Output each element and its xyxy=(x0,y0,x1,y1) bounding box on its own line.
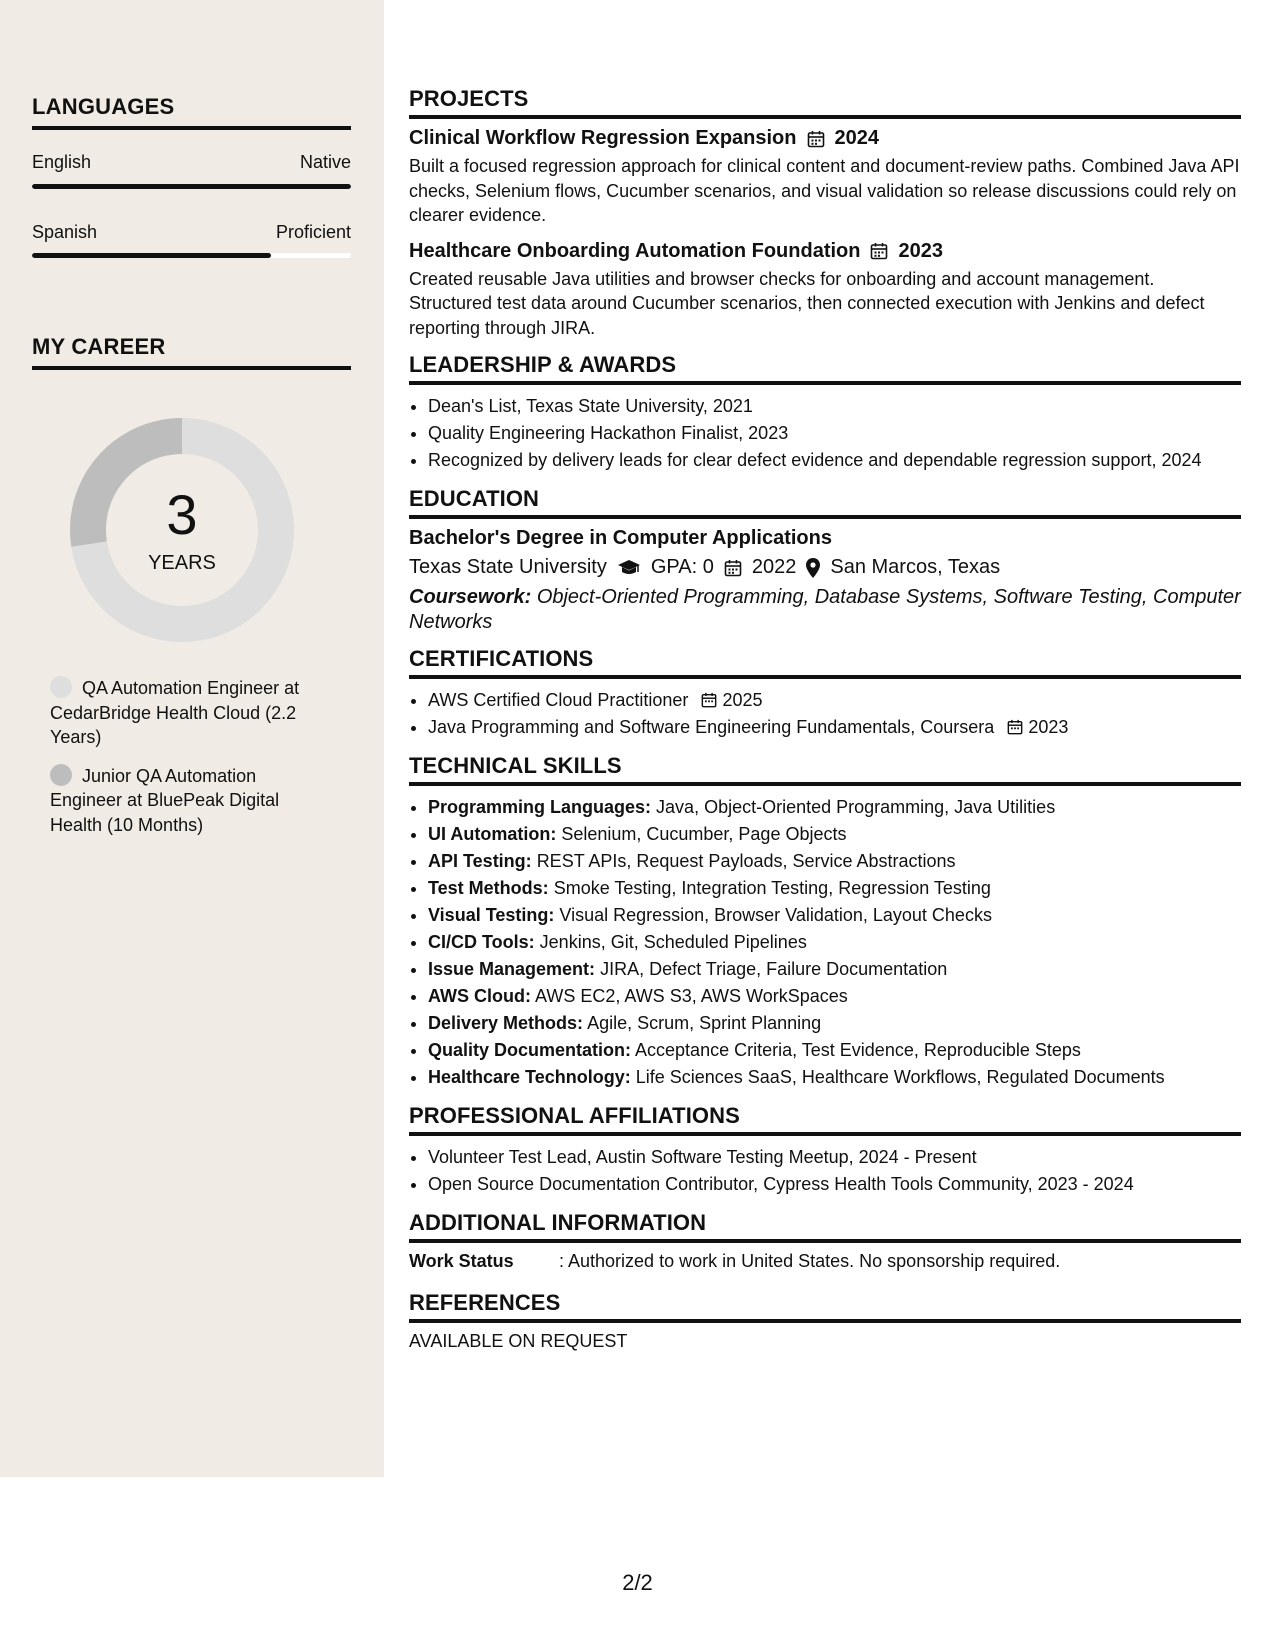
certifications-heading: CERTIFICATIONS xyxy=(409,646,1241,679)
list-item: • Volunteer Test Lead, Austin Software Testing Meetup, 2024 - Present xyxy=(428,1144,1241,1171)
education-meta xyxy=(409,556,1241,579)
project-year: 2024 xyxy=(834,127,879,149)
work-status-row xyxy=(409,1251,1241,1272)
skill-item xyxy=(428,1037,1241,1064)
skill-value: Smoke Testing, Integration Testing, Regression Testing xyxy=(553,878,991,898)
skills-heading: TECHNICAL SKILLS xyxy=(409,753,1241,786)
donut-segment-1 xyxy=(70,418,182,547)
career-dot xyxy=(50,764,72,786)
education-section xyxy=(409,486,1241,634)
skill-item xyxy=(428,875,1241,902)
work-status-value: : Authorized to work in United States. No sponsorship required. xyxy=(559,1251,1061,1271)
skill-value: Agile, Scrum, Sprint Planning xyxy=(587,1013,822,1033)
affiliations-list xyxy=(409,1144,1241,1198)
skill-item xyxy=(428,956,1241,983)
project-title xyxy=(409,127,1241,150)
skill-label: Test Methods: xyxy=(428,878,549,898)
calendar-icon xyxy=(701,692,717,708)
skill-value: Jenkins, Git, Scheduled Pipelines xyxy=(539,932,807,952)
projects-heading: PROJECTS xyxy=(409,86,1241,119)
coursework-text: Object-Oriented Programming, Database Systems, Software Testing, Computer Networks xyxy=(409,586,1241,633)
leadership-heading: LEADERSHIP & AWARDS xyxy=(409,352,1241,385)
career-dot xyxy=(50,676,72,698)
list-item: • Dean's List, Texas State University, 2021 xyxy=(428,393,1241,420)
language-level: Native xyxy=(299,152,351,172)
skill-item xyxy=(428,1010,1241,1037)
project-name: Clinical Workflow Regression Expansion xyxy=(409,127,797,149)
skill-label: AWS Cloud: xyxy=(428,986,531,1006)
education-year: 2022 xyxy=(751,556,797,578)
skills-section xyxy=(409,753,1241,1091)
leadership-list xyxy=(409,393,1241,474)
certifications-list xyxy=(409,687,1241,741)
certifications-section xyxy=(409,646,1241,741)
education-location: San Marcos, Texas xyxy=(830,556,1001,578)
skill-item xyxy=(428,983,1241,1010)
skill-label: CI/CD Tools: xyxy=(428,932,535,952)
skill-item xyxy=(428,929,1241,956)
main-content xyxy=(409,0,1241,1352)
language-bar-fill xyxy=(32,184,351,189)
career-item xyxy=(50,764,330,838)
skill-value: Life Sciences SaaS, Healthcare Workflows, Regulated Documents xyxy=(635,1067,1165,1087)
skill-label: Healthcare Technology: xyxy=(428,1067,631,1087)
education-coursework xyxy=(409,585,1241,634)
additional-heading: ADDITIONAL INFORMATION xyxy=(409,1210,1241,1243)
skill-label: API Testing: xyxy=(428,851,532,871)
languages-heading: LANGUAGES xyxy=(32,94,351,130)
coursework-label: Coursework: xyxy=(409,586,532,608)
skill-label: Quality Documentation: xyxy=(428,1040,632,1060)
leadership-section xyxy=(409,352,1241,474)
page-number: 2/2 xyxy=(622,1570,653,1595)
language-level: Proficient xyxy=(275,222,351,242)
language-row-english xyxy=(32,152,351,173)
language-bar-fill xyxy=(32,253,271,258)
language-name: English xyxy=(32,152,92,172)
skill-item xyxy=(428,848,1241,875)
cert-name: Java Programming and Software Engineering Fundamentals, Coursera xyxy=(428,717,995,737)
skill-label: Programming Languages: xyxy=(428,797,652,817)
skill-value: Acceptance Criteria, Test Evidence, Reproducible Steps xyxy=(635,1040,1081,1060)
sidebar xyxy=(0,0,384,1477)
career-label: QA Automation Engineer at CedarBridge Health Cloud (2.2 Years) xyxy=(50,678,300,747)
skill-item xyxy=(428,902,1241,929)
additional-section xyxy=(409,1210,1241,1272)
career-label: Junior QA Automation Engineer at BluePeak Digital Health (10 Months) xyxy=(50,765,280,835)
calendar-icon xyxy=(1007,719,1023,735)
career-total-unit: YEARS xyxy=(148,552,216,574)
affiliations-section xyxy=(409,1103,1241,1198)
skills-list xyxy=(409,794,1241,1091)
skill-value: JIRA, Defect Triage, Failure Documentation xyxy=(600,959,948,979)
career-item xyxy=(50,676,330,750)
project-title xyxy=(409,240,1241,263)
skill-value: Java, Object-Oriented Programming, Java Utilities xyxy=(656,797,1056,817)
list-item: • Recognized by delivery leads for clear defect evidence and dependable regression support, 2024 xyxy=(428,447,1241,474)
calendar-icon xyxy=(870,242,888,260)
career-total-number: 3 xyxy=(166,483,198,546)
skill-item xyxy=(428,794,1241,821)
skill-label: UI Automation: xyxy=(428,824,557,844)
list-item xyxy=(428,714,1241,741)
project-description: Built a focused regression approach for clinical content and document-review paths. Combined Java API checks, Selenium flows, Cucumber scenarios, and visual validation so release discussions could rely on clearer evidence. xyxy=(409,156,1240,225)
cert-year: 2025 xyxy=(722,690,763,710)
map-pin-icon xyxy=(806,558,820,578)
career-donut-chart xyxy=(62,410,302,650)
language-bar-english xyxy=(32,184,351,189)
references-text: AVAILABLE ON REQUEST xyxy=(409,1331,628,1351)
skill-value: Selenium, Cucumber, Page Objects xyxy=(561,824,847,844)
skill-label: Issue Management: xyxy=(428,959,596,979)
list-item: • Quality Engineering Hackathon Finalist, 2023 xyxy=(428,420,1241,447)
references-section xyxy=(409,1290,1241,1352)
references-heading: REFERENCES xyxy=(409,1290,1241,1323)
career-list xyxy=(50,676,330,851)
graduation-cap-icon xyxy=(617,559,641,577)
education-degree: Bachelor's Degree in Computer Applications xyxy=(409,527,832,549)
skill-item xyxy=(428,1064,1241,1091)
calendar-icon xyxy=(807,130,825,148)
language-row-spanish xyxy=(32,222,351,243)
skill-label: Visual Testing: xyxy=(428,905,555,925)
cert-year: 2023 xyxy=(1028,717,1069,737)
skill-value: AWS EC2, AWS S3, AWS WorkSpaces xyxy=(535,986,848,1006)
skill-label: Delivery Methods: xyxy=(428,1013,584,1033)
language-bar-spanish xyxy=(32,253,351,258)
education-heading: EDUCATION xyxy=(409,486,1241,519)
project-name: Healthcare Onboarding Automation Foundation xyxy=(409,239,861,262)
calendar-icon xyxy=(724,559,742,577)
cert-name: AWS Certified Cloud Practitioner xyxy=(428,690,689,710)
education-school: Texas State University xyxy=(409,556,607,578)
education-gpa: GPA: 0 xyxy=(650,556,714,578)
list-item xyxy=(428,687,1241,714)
skill-value: REST APIs, Request Payloads, Service Abstractions xyxy=(536,851,956,871)
language-name: Spanish xyxy=(32,222,98,242)
projects-section xyxy=(409,86,1241,340)
career-heading: MY CAREER xyxy=(32,334,351,370)
list-item: • Open Source Documentation Contributor, Cypress Health Tools Community, 2023 - 2024 xyxy=(428,1171,1241,1198)
project-description: Created reusable Java utilities and browser checks for onboarding and account management. Structured test data around Cucumber scenarios, then connected execution with Jenkins and defect reporting through JIRA. xyxy=(409,268,1205,338)
skill-item xyxy=(428,821,1241,848)
project-year: 2023 xyxy=(898,239,943,262)
affiliations-heading: PROFESSIONAL AFFILIATIONS xyxy=(409,1103,1241,1136)
work-status-label: Work Status xyxy=(409,1251,514,1271)
skill-value: Visual Regression, Browser Validation, Layout Checks xyxy=(559,905,992,925)
